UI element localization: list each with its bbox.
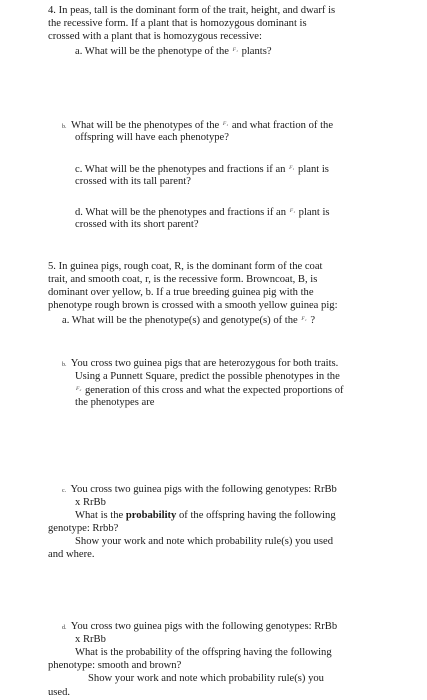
q4d-text-pre: d. What will be the phenotypes and fractions if an: [75, 207, 287, 218]
f1-mark: F₁: [289, 165, 295, 171]
q5b-line-3-text: generation of this cross and what the expected proportions of: [84, 385, 344, 396]
q5-intro-line-1: 5. In guinea pigs, rough coat, R, is the dominant form of the coat: [48, 261, 323, 272]
q5c-line-3-bold: probability: [125, 510, 177, 521]
q5b-line-2: Using a Punnett Square, predict the possible phenotypes in the: [75, 371, 340, 382]
f1-mark: F₁: [289, 208, 295, 214]
q5c-line-6: and where.: [48, 549, 95, 560]
q5b-marker: b.: [62, 362, 67, 368]
q5c-line-3-pre: What is the: [75, 510, 124, 521]
f1-mark: F₁: [222, 121, 229, 127]
q5a-text-pre: a. What will be the phenotype(s) and genotype(s) of the: [62, 315, 298, 326]
q5d-line-3: What is the probability of the offspring having the following: [75, 647, 332, 658]
q4c-text-pre: c. What will be the phenotypes and fractions if an: [75, 164, 286, 175]
q4b-line-2: offspring will have each phenotype?: [75, 132, 229, 143]
q5c-line-4: genotype: Rrbb?: [48, 523, 119, 534]
q4c-text-post: plant is: [298, 164, 329, 175]
q4a-text-pre: a. What will be the phenotype of the: [75, 46, 229, 57]
q5d-marker: d.: [62, 625, 67, 631]
q5-intro-line-3: dominant over yellow, b. If a true breeding guinea pig with the: [48, 287, 314, 298]
q4b-text-post: and what fraction of the: [231, 120, 334, 131]
q4-intro-line-2: the recessive form. If a plant that is homozygous dominant is: [48, 18, 307, 29]
q4a-question: [75, 44, 272, 58]
q5d-line-6: used.: [48, 687, 71, 698]
q5b-line-4: the phenotypes are: [75, 397, 155, 408]
q4d-line-2: crossed with its short parent?: [75, 219, 199, 230]
q5-intro-line-2: trait, and smooth coat, r, is the recessive form. Browncoat, B, is: [48, 274, 318, 285]
f2-mark: F₂: [76, 386, 82, 392]
q4b-marker: b.: [62, 124, 67, 130]
q5c-line-3: [75, 509, 336, 522]
q4c-line-2: crossed with its tall parent?: [75, 176, 191, 187]
q5d-line-5: Show your work and note which probability rule(s) you: [88, 673, 324, 684]
q4a-text-post: plants?: [241, 46, 272, 57]
q5d-line-2: x RrBb: [75, 634, 106, 645]
q5d-line-4: phenotype: smooth and brown?: [48, 660, 182, 671]
q5c-line-1-text: You cross two guinea pigs with the following genotypes: RrBb: [70, 484, 337, 495]
q5c-line-2: x RrBb: [75, 497, 106, 508]
q5c-line-3-post: of the offspring having the following: [179, 510, 336, 521]
q4-intro-line-1: 4. In peas, tall is the dominant form of the trait, height, and dwarf is: [48, 5, 336, 16]
q5d-line-1-text: You cross two guinea pigs with the following genotypes: RrBb: [70, 621, 338, 632]
f1-mark: F₁: [232, 47, 238, 53]
q5b-line-1-text: You cross two guinea pigs that are heterozygous for both traits.: [70, 358, 339, 369]
q5a-question: [62, 313, 315, 327]
q5a-text-post: ?: [310, 315, 316, 326]
q4-intro-line-3: crossed with a plant that is homozygous recessive:: [48, 31, 262, 42]
q4b-text-pre: What will be the phenotypes of the: [70, 120, 220, 131]
q5c-line-5: Show your work and note which probability rule(s) you used: [75, 536, 334, 547]
f1-mark: F₁: [301, 316, 307, 322]
q4d-text-post: plant is: [298, 207, 330, 218]
q5-intro-line-4: phenotype rough brown is crossed with a smooth yellow guinea pig:: [48, 300, 338, 311]
q5c-marker: c.: [62, 488, 67, 494]
